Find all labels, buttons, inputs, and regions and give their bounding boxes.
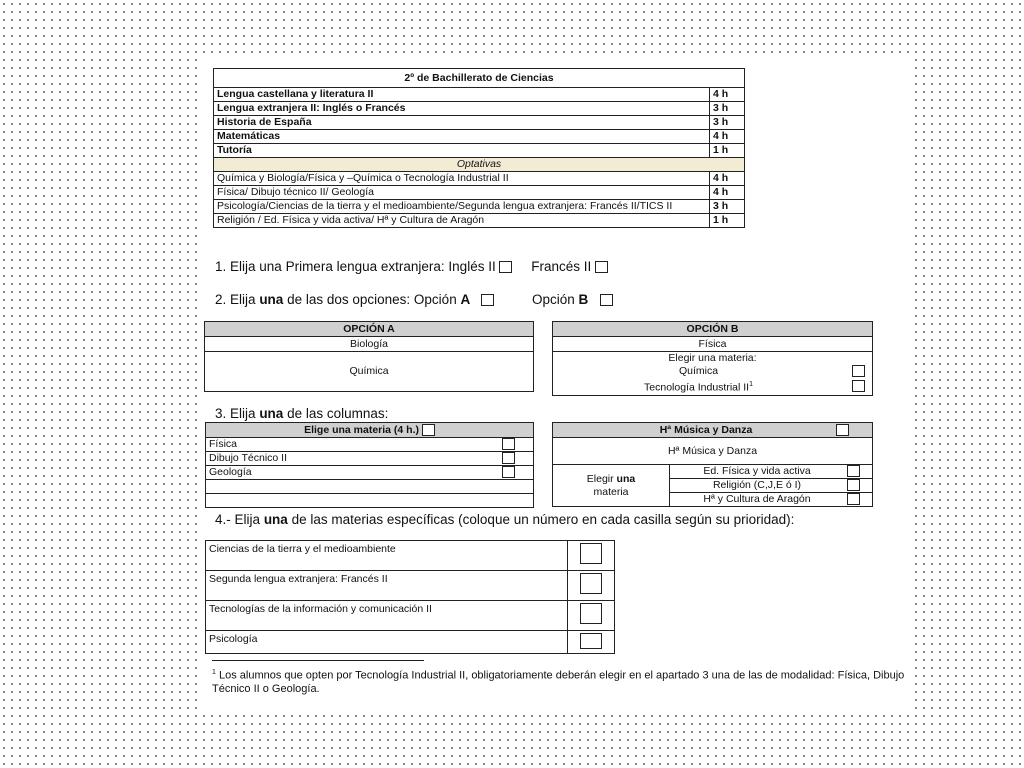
checkbox-cell: [844, 493, 873, 507]
question-text: Elija: [230, 406, 256, 421]
hours-cell: 4 h: [710, 172, 745, 186]
checkbox-cell: [499, 452, 534, 466]
table-row: [206, 571, 615, 601]
subject-label: Ed. Física y vida activa: [670, 465, 845, 479]
frances-checkbox[interactable]: [595, 261, 608, 273]
table-row: [206, 452, 534, 466]
column-b-header: [553, 423, 873, 438]
subject-label: Ciencias de la tierra y el medioambiente: [206, 541, 568, 571]
subject-cell: Física/ Dibujo técnico II/ Geología: [214, 186, 710, 200]
table-row: [206, 631, 615, 654]
column-a-table: [205, 422, 534, 508]
option-a-checkbox[interactable]: [481, 294, 494, 306]
choose-text: Elegir: [586, 472, 614, 485]
table-cell: Biología: [205, 337, 534, 352]
subject-label: Tecnologías de la información y comunicación II: [206, 601, 568, 631]
question-text: Elija: [234, 512, 261, 527]
footnote-text: Los alumnos que opten por Tecnología Industrial II, obligatoriamente deberán elegir en el apartado 3 una de las de modalidad: Física, Dibujo Técnico II o Geología.: [212, 669, 905, 695]
checkbox-cell: [499, 466, 534, 480]
hours-cell: 3 h: [710, 102, 745, 116]
edfisica-checkbox[interactable]: [847, 465, 860, 477]
choice-label: Química: [553, 365, 845, 378]
table-row: [206, 601, 615, 631]
table-row: [206, 541, 615, 571]
question-4: [215, 512, 794, 527]
footnote-divider: [212, 660, 424, 661]
column-a-header: [206, 423, 534, 438]
checkbox-cell: [844, 465, 873, 479]
question-text: de las materias específicas (coloque un número en cada casilla según su prioridad):: [291, 512, 795, 527]
footnote-number: 1: [212, 669, 216, 676]
subject-label: Religión (C,J,E ó I): [670, 479, 845, 493]
checkbox-cell: [844, 365, 873, 378]
table-row: [206, 438, 534, 452]
question-number: 3.: [215, 406, 227, 421]
option-ingles-label: Inglés II: [448, 259, 496, 274]
empty-row: [206, 494, 534, 508]
question-text: Elija una Primera lengua extranjera:: [230, 259, 445, 274]
question-text: de las dos opciones: Opción: [287, 292, 457, 307]
subject-label: Psicología: [206, 631, 568, 654]
option-b-checkbox[interactable]: [600, 294, 613, 306]
fisica-checkbox[interactable]: [502, 438, 515, 450]
table-row: [214, 172, 745, 186]
aragon-checkbox[interactable]: [847, 493, 860, 505]
table-row: [214, 88, 745, 102]
option-frances-label: Francés II: [531, 259, 592, 274]
question-emphasis: una: [259, 406, 284, 421]
hours-cell: 3 h: [710, 200, 745, 214]
subject-cell: Química y Biología/Física y –Química o Tecnología Industrial II: [214, 172, 710, 186]
subject-cell: Tutoría: [214, 144, 710, 158]
question-number: 4.-: [215, 512, 231, 527]
question-emphasis: una: [263, 512, 288, 527]
option-a-label: A: [460, 292, 471, 307]
subject-cell: Psicología/Ciencias de la tierra y el medioambiente/Segunda lengua extranjera: Francés II/TICS II: [214, 200, 710, 214]
column-a-checkbox[interactable]: [422, 424, 435, 436]
priority-cell: [568, 601, 615, 631]
table-row: [214, 200, 745, 214]
priority-box[interactable]: [580, 543, 602, 564]
hours-cell: 1 h: [710, 144, 745, 158]
quimica-checkbox[interactable]: [852, 365, 865, 377]
priority-box[interactable]: [580, 573, 602, 594]
subject-label: Segunda lengua extranjera: Francés II: [206, 571, 568, 601]
choice-cell: [553, 378, 845, 395]
question-1: [215, 259, 608, 274]
dibujo-checkbox[interactable]: [502, 452, 515, 464]
choose-emphasis: una: [616, 472, 636, 485]
subject-cell: Matemáticas: [214, 130, 710, 144]
opcion-b-header: OPCIÓN B: [553, 322, 873, 337]
opcion-a-header: OPCIÓN A: [205, 322, 534, 337]
table-cell: Física: [553, 337, 873, 352]
table-row: [214, 102, 745, 116]
column-b-checkbox[interactable]: [836, 424, 849, 436]
table-row: [214, 186, 745, 200]
tecnologia-checkbox[interactable]: [852, 380, 865, 392]
priority-box[interactable]: [580, 633, 602, 649]
ingles-checkbox[interactable]: [499, 261, 512, 273]
question-2: [215, 292, 613, 307]
checkbox-cell: [844, 479, 873, 493]
option-b-label: B: [578, 292, 589, 307]
opcion-b-table: [552, 321, 873, 396]
hours-cell: 4 h: [710, 186, 745, 200]
hours-cell: 4 h: [710, 130, 745, 144]
priority-box[interactable]: [580, 603, 602, 624]
column-b-table: [552, 422, 873, 507]
checkbox-cell: [499, 438, 534, 452]
table-row: [206, 466, 534, 480]
table-row: [214, 130, 745, 144]
question-text: Elija: [230, 292, 256, 307]
priority-cell: [568, 571, 615, 601]
question-text: de las columnas:: [287, 406, 389, 421]
footnote-ref: 1: [749, 381, 753, 388]
document-page: [197, 55, 911, 710]
priority-cell: [568, 631, 615, 654]
subject-cell: Lengua extranjera II: Inglés o Francés: [214, 102, 710, 116]
subject-label: Hª y Cultura de Aragón: [670, 493, 845, 507]
question-3: [215, 406, 388, 421]
table-cell: Hª Música y Danza: [553, 438, 873, 465]
opcion-a-table: [204, 321, 534, 392]
empty-row: [206, 480, 534, 494]
table-cell: Química: [205, 352, 534, 392]
subject-cell: Religión / Ed. Física y vida activa/ Hª y Cultura de Aragón: [214, 214, 710, 228]
choose-cell: [553, 465, 670, 507]
choose-text: materia: [593, 485, 629, 498]
subject-label: Geología: [206, 466, 500, 480]
subject-cell: Historia de España: [214, 116, 710, 130]
column-a-title: Elige una materia (4 h.): [304, 423, 420, 436]
subject-label: Dibujo Técnico II: [206, 452, 500, 466]
table-title: 2º de Bachillerato de Ciencias: [214, 69, 745, 88]
specific-subjects-table: [205, 540, 615, 654]
choice-label: Tecnología Industrial II: [644, 381, 750, 394]
question-number: 1.: [215, 259, 227, 274]
option-b-text: Opción: [532, 292, 575, 307]
subjects-table: [213, 68, 745, 228]
hours-cell: 4 h: [710, 88, 745, 102]
table-row: [214, 144, 745, 158]
religion-checkbox[interactable]: [847, 479, 860, 491]
subject-cell: Lengua castellana y literatura II: [214, 88, 710, 102]
column-b-title: Hª Música y Danza: [659, 423, 753, 436]
footnote: [212, 666, 912, 696]
table-row: [214, 116, 745, 130]
hours-cell: 1 h: [710, 214, 745, 228]
checkbox-cell: [844, 378, 873, 395]
subject-label: Física: [206, 438, 500, 452]
hours-cell: 3 h: [710, 116, 745, 130]
priority-cell: [568, 541, 615, 571]
choose-label: Elegir una materia:: [553, 352, 873, 366]
optativas-header: Optativas: [214, 158, 745, 172]
question-emphasis: una: [259, 292, 284, 307]
geologia-checkbox[interactable]: [502, 466, 515, 478]
table-row: [214, 214, 745, 228]
question-number: 2.: [215, 292, 227, 307]
